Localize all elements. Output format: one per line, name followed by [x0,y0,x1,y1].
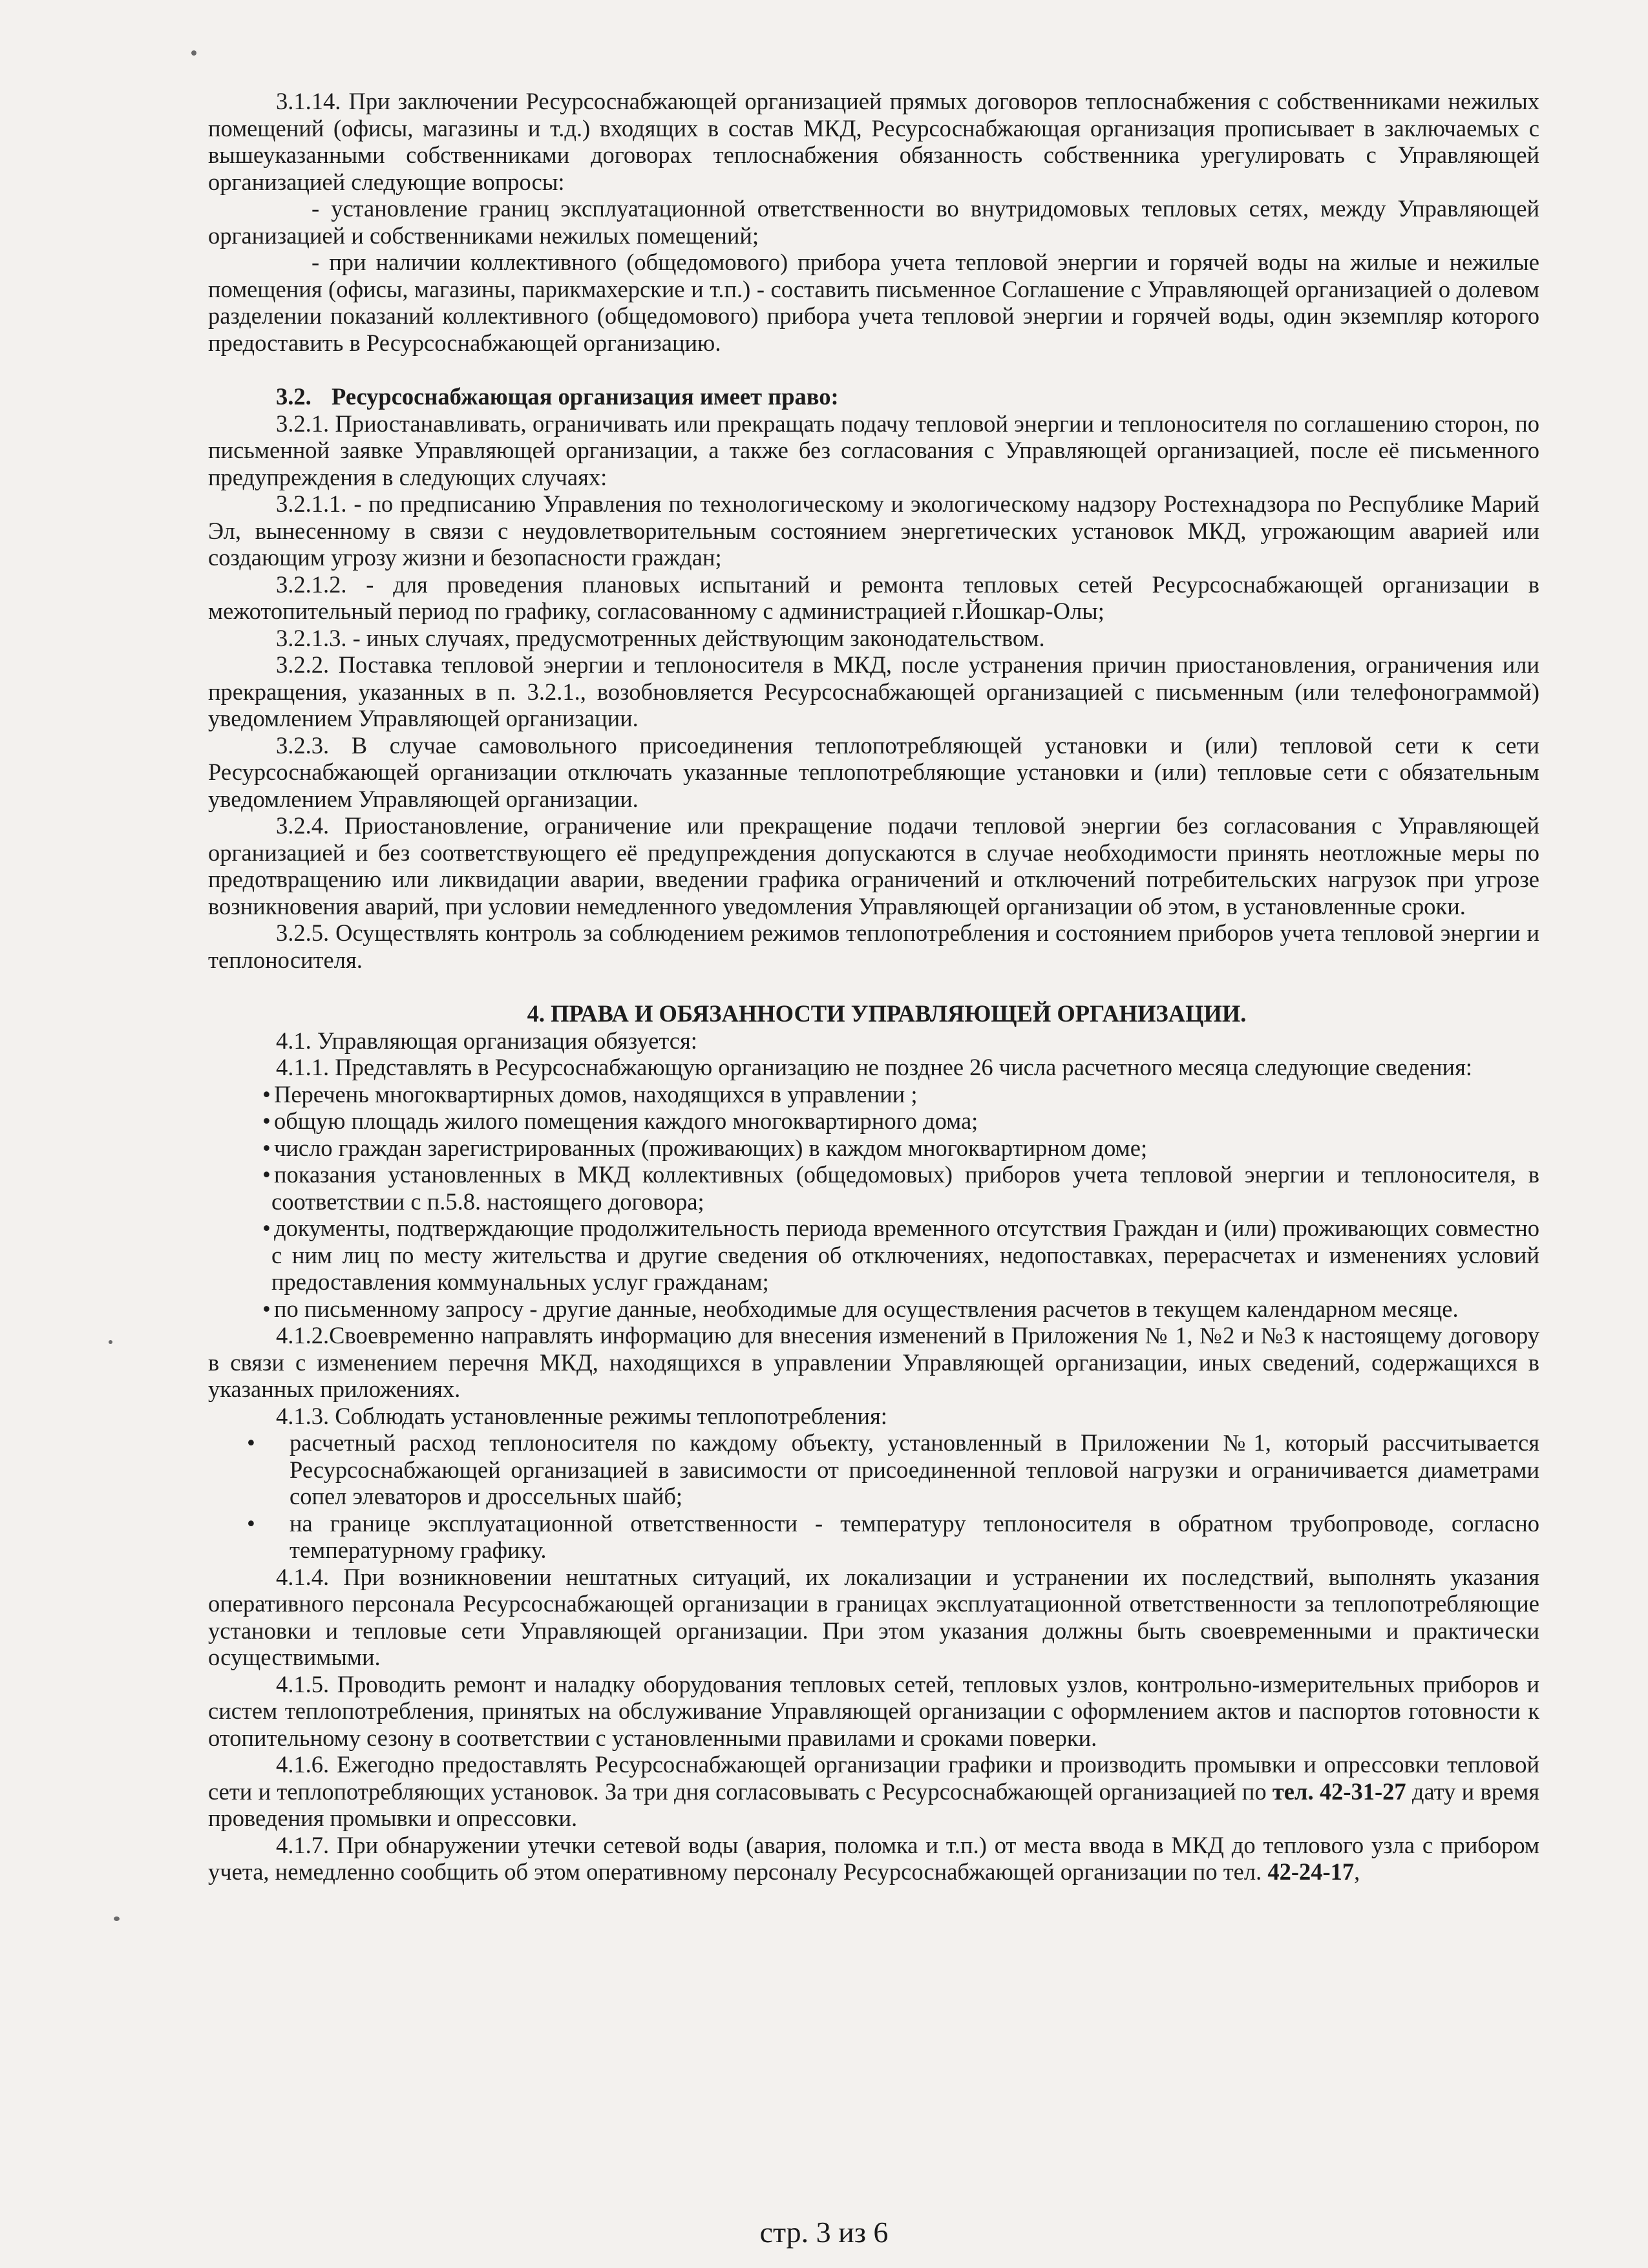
scan-speck [114,1916,120,1921]
paragraph-text: , [1354,1858,1360,1885]
paragraph-3-2-4: 3.2.4. Приостановление, ограничение или прекращение подачи тепловой энергии без согласования с Управляющей организацией и без соответствующего её предупреждения допускаются в случае необходимости принять неотложные меры по предотвращению или ликвидации аварии, введении графика ограничений и отключений потребительских нагрузок при угрозе возникновения аварий, при условии немедленного уведомления Управляющей организации об этом, в установленные сроки. [208,812,1539,919]
list-item [208,1510,1539,1564]
list-item [208,1296,1539,1323]
bullet-icon: • [262,1161,271,1188]
paragraph-3-2-1-3: 3.2.1.3. - иных случаях, предусмотренных действующим законодательством. [276,624,1045,651]
paragraph-3-2-5: 3.2.5. Осуществлять контроль за соблюдением режимов теплопотребления и состоянием приборов учета тепловой энергии и теплоносителя. [208,919,1539,973]
paragraph-4-1-1: 4.1.1. Представлять в Ресурсоснабжающую организацию не позднее 26 числа расчетного месяца следующие сведения: [276,1054,1473,1080]
list-item [208,1215,1539,1296]
list-item-text: общую площадь жилого помещения каждого многоквартирного дома; [274,1108,978,1134]
bullet-icon: • [247,1429,255,1456]
section-title-4: 4. ПРАВА И ОБЯЗАННОСТИ УПРАВЛЯЮЩЕЙ ОРГАНИЗАЦИИ. [527,1000,1247,1027]
paragraph-text: 4.1.6. Ежегодно предоставлять Ресурсоснабжающей организации графики и производить промывки и опрессовки тепловой сети и теплопотребляющих установок. За три дня согласовывать с Ресурсоснабжающей организацией по [208,1751,1539,1805]
list-item [208,1135,1539,1162]
list-item-text: по письменному запросу - другие данные, необходимые для осуществления расчетов в текущем календарном месяце. [274,1295,1459,1322]
bullet-icon: • [262,1080,271,1108]
section-heading-3-2-number: 3.2. [276,383,312,410]
phone-number: 42-24-17 [1267,1858,1355,1885]
consumption-regimes-list [208,1429,1539,1564]
document-page [208,88,1539,1885]
list-item-text: Перечень многоквартирных домов, находящихся в управлении ; [274,1080,918,1108]
paragraph-4-1-6 [208,1751,1539,1832]
scan-speck [191,50,196,56]
paragraph-3-2-3: 3.2.3. В случае самовольного присоединения теплопотребляющей установки и (или) тепловой сети к сети Ресурсоснабжающей организации отключать указанные теплопотребляющие установки и (или) тепловые сети с обязательным уведомлением Управляющей организации. [208,731,1539,812]
bullet-icon: • [247,1509,255,1537]
list-item-text: расчетный расход теплоносителя по каждому объекту, установленный в Приложении №1, который рассчитывается Ресурсоснабжающей организацией в зависимости от присоединенной тепловой нагрузки и ограничивается диаметрами сопел элеваторов и дроссельных шайб; [290,1429,1539,1509]
paragraph-3-2-1-2: 3.2.1.2. - для проведения плановых испытаний и ремонта тепловых сетей Ресурсоснабжающей организации в межотопительный период по графику, согласованному с администрацией г.Йошкар-Олы; [208,571,1539,624]
scan-speck [109,1340,112,1344]
list-item [208,1081,1539,1108]
bullet-icon: • [262,1215,271,1241]
section-heading-3-2 [208,383,1539,410]
list-item [208,1108,1539,1135]
information-list [208,1081,1539,1323]
bullet-icon: • [262,1295,271,1322]
paragraph-3-1-14-metering: - при наличии коллективного (общедомового) прибора учета тепловой энергии и горячей воды на жилые и нежилые помещения (офисы, магазины, парикмахерские и т.п.) - составить письменное Соглашение с Управляющей организацией о долевом разделении показаний коллективного (общедомового) прибора учета тепловой энергии и горячей воды, один экземпляр которого предоставить в Ресурсоснабжающей организацию. [208,249,1539,356]
list-item-text: число граждан зарегистрированных (проживающих) в каждом многоквартирном доме; [274,1134,1148,1161]
list-item-text: показания установленных в МКД коллективных (общедомовых) приборов учета тепловой энергии и теплоносителя, в соответствии с п.5.8. настоящего договора; [271,1161,1539,1215]
section-heading-3-2-title: Ресурсоснабжающая организация имеет право: [332,383,839,410]
paragraph-text: дату и время проведения промывки и опрессовки. [208,1778,1539,1831]
paragraph-3-1-14: 3.1.14. При заключении Ресурсоснабжающей организацией прямых договоров теплоснабжения с собственниками нежилых помещений (офисы, магазины и т.д.) входящих в состав МКД, Ресурсоснабжающая организация прописывает в заключаемых с вышеуказанными собственниками договорах теплоснабжения обязанность собственника урегулировать с Управляющей организацией следующие вопросы: [208,88,1539,195]
bullet-icon: • [262,1134,271,1161]
paragraph-4-1-3: 4.1.3. Соблюдать установленные режимы теплопотребления: [276,1402,887,1429]
paragraph-3-2-1: 3.2.1. Приостанавливать, ограничивать или прекращать подачу тепловой энергии и теплоносителя по соглашению сторон, по письменной заявке Управляющей организации, а также без согласования с Управляющей организацией, после её письменного предупреждения в следующих случаях: [208,410,1539,490]
paragraph-text: 4.1.7. При обнаружении утечки сетевой воды (авария, поломка и т.п.) от места ввода в МКД до теплового узла с прибором учета, немедленно сообщить об этом оперативному персоналу Ресурсоснабжающей организации по тел. [208,1831,1539,1885]
paragraph-4-1-4: 4.1.4. При возникновении нештатных ситуаций, их локализации и устранении их последствий, выполнять указания оперативного персонала Ресурсоснабжающей организации в границах эксплуатационной ответственности за теплопотребляющие установки и тепловые сети Управляющей организации. При этом указания должны быть своевременными и практически осуществимыми. [208,1563,1539,1670]
paragraph-4-1-2: 4.1.2.Своевременно направлять информацию для внесения изменений в Приложения № 1, №2 и №3 к настоящему договору в связи с изменением перечня МКД, находящихся в управлении Управляющей организации, иных сведений, содержащихся в указанных приложениях. [208,1322,1539,1402]
paragraph-3-2-2: 3.2.2. Поставка тепловой энергии и теплоносителя в МКД, после устранения причин приостановления, ограничения или прекращения, указанных в п. 3.2.1., возобновляется Ресурсоснабжающей организацией с письменным (или телефонограммой) уведомлением Управляющей организации. [208,651,1539,731]
paragraph-3-2-1-1: 3.2.1.1. - по предписанию Управления по технологическому и экологическому надзору Ростехнадзора по Республике Марий Эл, вынесенному в связи с неудовлетворительным состоянием энергетических установок МКД, угрожающим аварией или создающим угрозу жизни и безопасности граждан; [208,490,1539,571]
list-item-text: документы, подтверждающие продолжительность периода временного отсутствия Граждан и (или) проживающих совместно с ним лиц по месту жительства и другие сведения об отключениях, недопоставках, перерасчетах и изменениях условий предоставления коммунальных услуг гражданам; [271,1215,1539,1295]
list-item-text: на границе эксплуатационной ответственности - температуру теплоносителя в обратном трубопроводе, согласно температурному графику. [290,1509,1539,1563]
paragraph-3-1-14-boundaries: - установление границ эксплуатационной ответственности во внутридомовых тепловых сетях, между Управляющей организацией и собственниками нежилых помещений; [208,195,1539,249]
paragraph-4-1-5: 4.1.5. Проводить ремонт и наладку оборудования тепловых сетей, тепловых узлов, контрольно-измерительных приборов и систем теплопотребления, принятых на обслуживание Управляющей организации с оформлением актов и паспортов готовности к отопительному сезону в соответствии с установленными правилами и сроками поверки. [208,1670,1539,1751]
phone-number: тел. 42-31-27 [1272,1778,1406,1805]
list-item [208,1161,1539,1215]
bullet-icon: • [262,1108,271,1134]
paragraph-4-1-7 [208,1832,1539,1885]
page-number: стр. 3 из 6 [759,2216,889,2249]
list-item [208,1429,1539,1510]
paragraph-4-1: 4.1. Управляющая организация обязуется: [276,1027,697,1054]
